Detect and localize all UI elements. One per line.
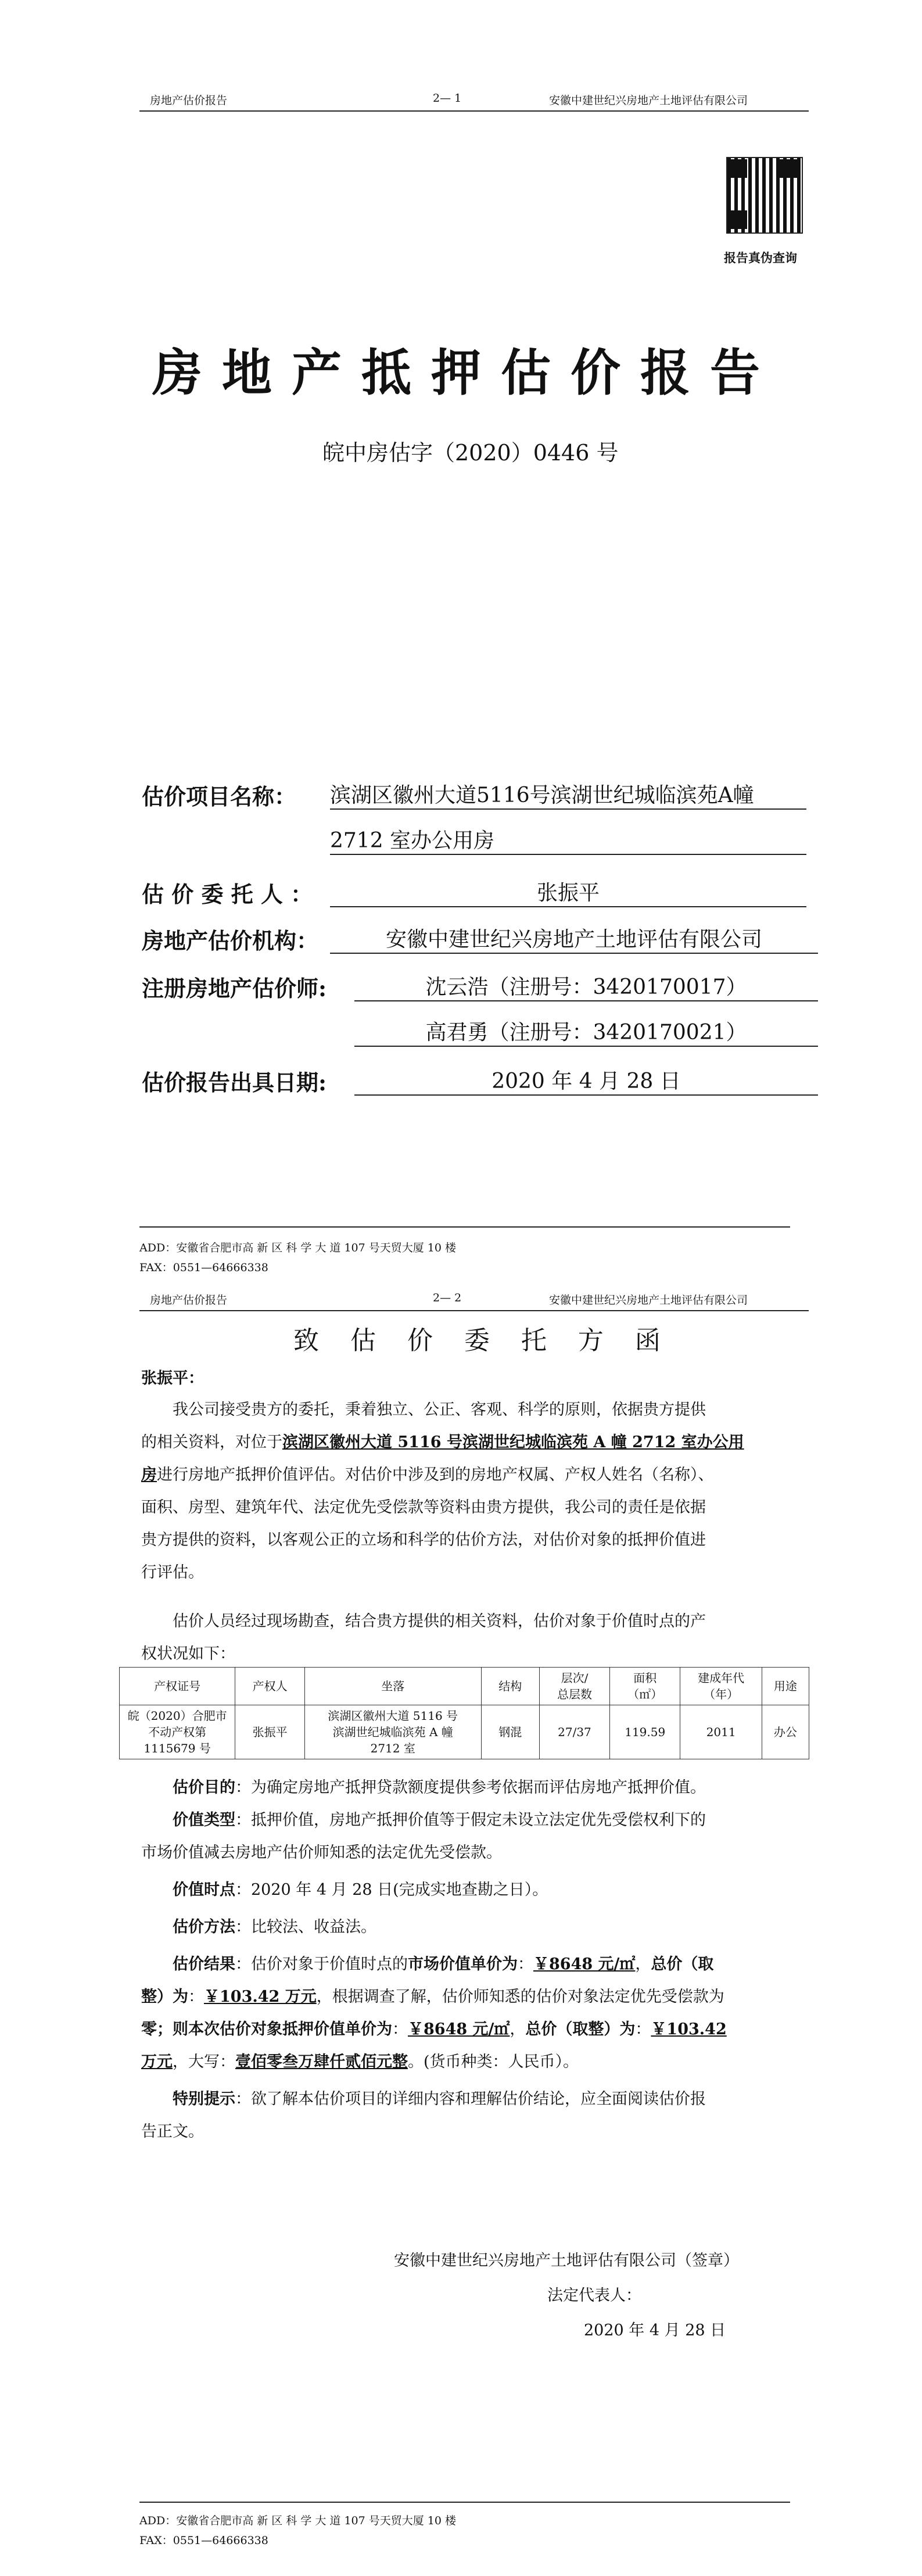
client-label: 估 价 委 托 人 ： (142, 881, 313, 907)
page1-footer-rule (139, 1226, 790, 1228)
table-cell: 滨湖区徽州大道 5116 号 滨湖世纪城临滨苑 A 幢 2712 室 (304, 1705, 481, 1759)
project-value-line2: 2712 室办公用房 (330, 824, 806, 855)
mortgage-total-price: ￥103.42 (651, 2020, 727, 2038)
page2-header-right: 安徽中建世纪兴房地产土地评估有限公司 (549, 1294, 748, 1307)
special-note-line: 特别提示：欲了解本估价项目的详细内容和理解估价结论，应全面阅读估价报 (173, 2090, 706, 2108)
method-line: 估价方法：比较法、收益法。 (173, 1918, 376, 1936)
page2-footer-rule (139, 2502, 790, 2503)
page2-header-center: 2— 2 (433, 1291, 462, 1304)
page1-header-right: 安徽中建世纪兴房地产土地评估有限公司 (549, 94, 748, 107)
report-number: 皖中房估字（2020）0446 号 (322, 440, 619, 466)
page1-footer-address: ADD：安徽省合肥市高 新 区 科 学 大 道 107 号天贸大厦 10 楼 (139, 1242, 457, 1254)
qr-caption: 报告真伪查询 (724, 251, 797, 265)
date-label: 估价报告出具日期: (142, 1069, 327, 1096)
report-title: 房地产抵押估价报告 (152, 344, 780, 402)
appraiser-2: 高君勇（注册号：3420170021） (354, 1016, 818, 1047)
property-address: 滨湖区徽州大道 5116 号滨湖世纪城临滨苑 A 幢 2712 室办公用 (282, 1433, 744, 1451)
appraiser-label: 注册房地产估价师: (142, 975, 327, 1001)
letter-paragraph-1: 我公司接受贵方的委托，秉着独立、公正、客观、科学的原则，依据贵方提供 的相关资料，对位于滨湖区徽州大道 5116 号滨湖世纪城临滨苑 A 幢 2712 室办公用 房进行房地产抵押价值评估。对估价中涉及到的房地产权属、产权人姓名（名称）、 面积、房型、建筑年代、法定优先受偿款等资料由贵方提供，我公司的责任是依据 贵方提供的资料，以客观公正的立场和科学的估价方法，对估价对象的抵押价值进 行评估。 (141, 1401, 744, 1582)
agency-value: 安徽中建世纪兴房地产土地评估有限公司 (330, 923, 818, 954)
table-header-row (120, 1668, 809, 1705)
page1-header-center: 2— 1 (433, 92, 462, 105)
result-line: 估价结果：估价对象于价值时点的市场价值单价为：￥8648 元/㎡，总价（取 (173, 1955, 714, 1973)
table-cell: 办公 (762, 1705, 809, 1759)
table-header: 坐落 (304, 1668, 481, 1705)
page2-header-left: 房地产估价报告 (150, 1294, 228, 1307)
appraiser-1: 沈云浩（注册号：3420170017） (354, 971, 818, 1001)
letter-title: 致 估 价 委 托 方 函 (293, 1326, 672, 1355)
table-cell: 27/37 (539, 1705, 609, 1759)
letter-body: 估价目的：为确定房地产抵押贷款额度提供参考依据而评估房地产抵押价值。 价值类型：抵押价值，房地产抵押价值等于假定未设立法定优先受偿权利下的 市场价值减去房地产估价师知悉的法定优先受偿款。 价值时点：2020 年 4 月 28 日(完成实地查勘之日）。 估价方法：比较法、收益法。 估价结果：估价对象于价值时点的市场价值单价为：￥8648 元/㎡，总价（取 整）为：￥103.42 万元，根据调查了解，估价师知悉的估价对象法定优先受偿款为 零；则本次估价对象抵押价值单价为：￥8648 元/㎡，总价（取整）为：￥103.42 万元，大写：壹佰零叁万肆仟贰佰元整。(货币种类：人民币）。 特别提示：欲了解本估价项目的详细内容和理解估价结论，应全面阅读估价报 告正文。 (141, 1772, 809, 2148)
table-header: 层次/ 总层数 (539, 1668, 609, 1705)
mortgage-unit-price: ￥8648 元/㎡ (408, 2020, 510, 2038)
page2-footer-address: ADD：安徽省合肥市高 新 区 科 学 大 道 107 号天贸大厦 10 楼 (139, 2514, 457, 2527)
signature-date: 2020 年 4 月 28 日 (584, 2321, 726, 2339)
page1-footer-fax: FAX：0551—64666338 (139, 1261, 268, 1274)
table-cell: 119.59 (609, 1705, 680, 1759)
qr-code[interactable] (726, 157, 803, 234)
legal-representative: 法定代表人： (547, 2287, 641, 2305)
table-header: 产权证号 (120, 1668, 235, 1705)
issue-date: 2020 年 4 月 28 日 (354, 1065, 818, 1096)
table-cell: 皖（2020）合肥市 不动产权第 1115679 号 (120, 1705, 235, 1759)
table-row (120, 1705, 809, 1759)
client-value: 张振平 (330, 876, 806, 907)
letter-paragraph-2: 估价人员经过现场勘查，结合贵方提供的相关资料，估价对象于价值时点的产 权状况如下： (141, 1612, 706, 1663)
page2-header-rule (139, 1310, 809, 1311)
project-value-line1: 滨湖区徽州大道5116号滨湖世纪城临滨苑A幢 (330, 779, 806, 810)
agency-label: 房地产估价机构： (142, 928, 319, 954)
page2-footer-fax: FAX：0551—64666338 (139, 2534, 268, 2547)
value-type-line: 价值类型：抵押价值，房地产抵押价值等于假定未设立法定优先受偿权利下的 (173, 1811, 706, 1829)
page1-header-rule (139, 110, 809, 112)
page1-header-left: 房地产估价报告 (150, 94, 228, 107)
market-unit-price: ￥8648 元/㎡ (533, 1955, 636, 1973)
signature-company: 安徽中建世纪兴房地产土地评估有限公司（签章） (394, 2252, 739, 2270)
table-header: 结构 (481, 1668, 539, 1705)
table-cell: 2011 (680, 1705, 762, 1759)
table-header: 用途 (762, 1668, 809, 1705)
table-header: 面积 （㎡） (609, 1668, 680, 1705)
value-time-line: 价值时点：2020 年 4 月 28 日(完成实地查勘之日）。 (173, 1881, 548, 1899)
project-label: 估价项目名称： (142, 783, 297, 810)
table-header: 建成年代 （年） (680, 1668, 762, 1705)
property-table (119, 1667, 809, 1759)
table-header: 产权人 (235, 1668, 305, 1705)
table-cell: 张振平 (235, 1705, 305, 1759)
table-cell: 钢混 (481, 1705, 539, 1759)
purpose-line: 估价目的：为确定房地产抵押贷款额度提供参考依据而评估房地产抵押价值。 (173, 1779, 706, 1797)
amount-in-words: 壹佰零叁万肆仟贰佰元整 (235, 2053, 408, 2071)
salutation: 张振平： (141, 1369, 204, 1387)
market-total-price: ￥103.42 万元 (204, 1988, 317, 2006)
